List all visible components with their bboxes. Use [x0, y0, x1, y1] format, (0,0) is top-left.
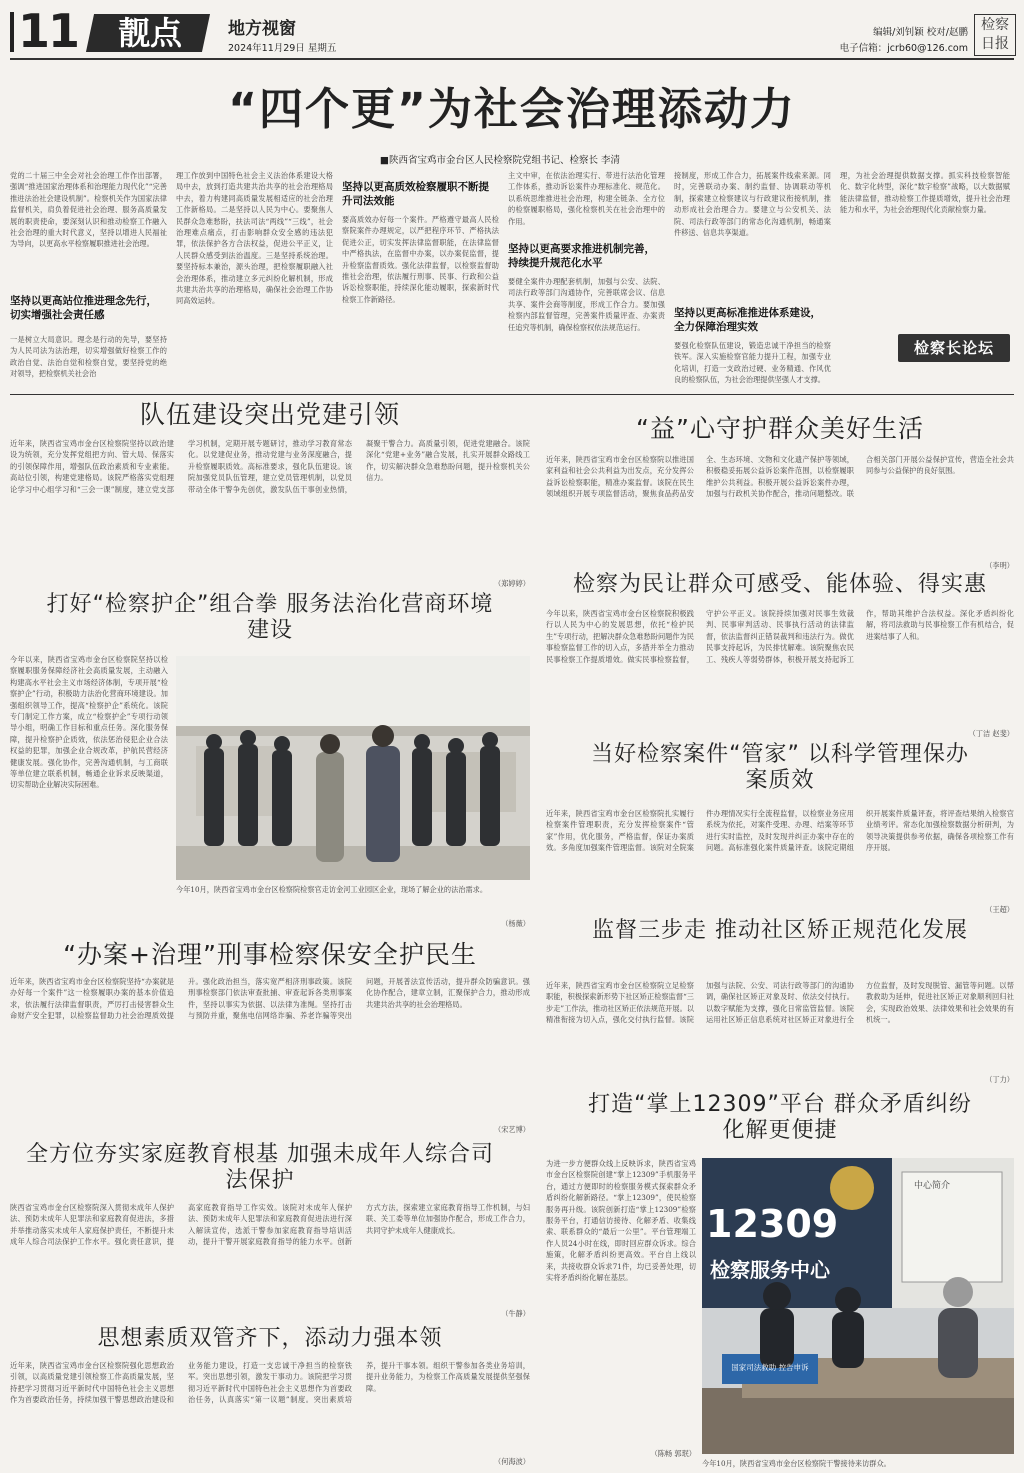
- people-title: 检察为民让群众可感受、能体验、得实惠: [572, 572, 987, 597]
- correction-title: 监督三步走 推动社区矫正规范化发展: [592, 918, 968, 943]
- family-title: 全方位夯实家庭教育根基 加强未成年人综合司法保护: [26, 1142, 494, 1193]
- column-title: 地方视窗: [228, 19, 296, 39]
- sign-12309: 12309: [706, 1202, 839, 1246]
- lead-title: “四个更”为社会治理添动力: [228, 84, 796, 135]
- family-body: 陕西省宝鸡市金台区检察院深入贯彻未成年人保护法、预防未成年人犯罪法和家庭教育促进法，多措并举推动落实未成年人家庭保护责任，不断提升未成年人综合司法保护工作水平。强化责任意识，提高家庭教育指导工作实效。该院对未成年人保护法、预防未成年人犯罪法和家庭教育促进法进行深入解读宣传，选派干警参加家庭教育指导培训活动，提升干警开展家庭教育指导的能力水平。创新方式方法，探索建立家庭教育指导工作机制，与妇联、关工委等单位加强协作配合，形成工作合力，共同守护未成年人健康成长。: [10, 1203, 530, 1247]
- quality-title: 思想素质双管齐下，添动力强本领: [97, 1326, 443, 1351]
- desk-badge: 国家司法救助 控告申诉: [731, 1363, 809, 1372]
- lead-byline: ■陕西省宝鸡市金台区人民检察院党组书记、检察长 李清: [380, 155, 620, 166]
- correction-body: 近年来，陕西省宝鸡市金台区检察院立足检察职能，积极探索新形势下社区矫正检察监督“三步走”工作法，推动社区矫正依法规范开展。以精准衔接为切入点，强化交付执行监督。该院加强与法院、公安、司法行政等部门的沟通协调，确保社区矫正对象及时、依法交付执行。以数字赋能为支撑，强化日常监管监督。该院运用社区矫正信息系统对社区矫正对象进行全方位监督，及时发现脱管、漏管等问题。以帮教救助为延伸，促进社区矫正对象顺利回归社会，实现政治效果、法律效果和社会效果的有机统一。: [546, 981, 1014, 1025]
- masthead-rule: [10, 58, 1014, 60]
- section-title: 靓点: [117, 14, 182, 52]
- enterprise-photo: [176, 656, 530, 880]
- forum-logo: [898, 334, 1010, 362]
- app12309-caption: 今年10月，陕西省宝鸡市金台区检察院干警接待来访群众。: [702, 1459, 891, 1468]
- lead-heading-1: 坚持以更高站位推进理念先行，切实增强社会责任感: [10, 295, 157, 321]
- people-byline: （丁洁 赵斐）: [968, 729, 1014, 738]
- app12309-photo: [702, 1158, 1014, 1454]
- charity-byline: （李明）: [985, 561, 1014, 570]
- quality-byline: （何海波）: [494, 1457, 530, 1466]
- charity-title: “益”心守护群众美好生活: [636, 414, 924, 443]
- enterprise-title: 打好“检察护企”组合拳 服务法治化营商环境建设: [46, 592, 494, 643]
- lead-col6-p1: 理，为社会治理提供数据支撑。抓实科技检察智能化、数字化转型，深化“数字检察”战略，以大数据赋能法律监督，推动检察工作提质增效，提升社会治理能力和水平，为社会治理现代化贡献检察力量。: [840, 171, 1010, 215]
- lead-col1-p1: 党的二十届三中全会对社会治理工作作出部署，强调“推进国家治理体系和治理能力现代化”“完善推进法治社会建设机制”。检察机关作为国家法律监督机关，肩负着促进社会治理、服务高质量发展的职责使命，要深刻认识和推动检察工作融入社会治理的重大时代意义，坚持以增进人民福祉为导向，以更高水平检察履职推进社会治理。: [10, 171, 167, 249]
- enterprise-photo-illustration: [176, 656, 530, 880]
- sign-service-center: 检察服务中心: [710, 1258, 830, 1282]
- case-mgmt-body: 近年来，陕西省宝鸡市金台区检察院扎实履行检察案件管理职责，充分发挥检察案件“管家”作用，优化服务，严格监督，保证办案质效。多角度加强案件管理监督。该院对全院案件办理情况实行全流程监督，以检察业务应用系统为依托，对案件受理、办理、结案等环节进行实时监控，及时发现并纠正办案中存在的问题。高标准强化案件质量评查。该院定期组织开展案件质量评查，将评查结果纳入检察官业绩考评。常态化加强检察数据分析研判，为领导决策提供参考依据，确保各项检察工作有序开展。: [546, 809, 1014, 853]
- newspaper-logo: [974, 14, 1016, 56]
- team-title: 队伍建设突出党建引领: [139, 400, 400, 429]
- lead-heading-4: 坚持以更高标准推进体系建设，全力保障治理实效: [674, 307, 821, 333]
- team-byline: （郑婷婷）: [494, 579, 530, 588]
- masthead-editors: 编辑/刘钊颖 校对/赵鹏: [873, 27, 968, 38]
- newspaper-logo-text: 检察日报: [981, 17, 1009, 52]
- lead-col2-p1: 理工作放到中国特色社会主义法治体系建设大格局中去，放到打造共建共治共享的社会治理格局中去，着力构建同高质量发展相适应的社会治理工作新格局。二是坚持以人民为中心。要聚焦人民群众急难愁盼，扶法司法“两线”“三线”，社会治理难点痛点，打击影响群众安全感的违法犯罪，依法保护各方合法权益，促进公平正义，让人民群众感受到法治温度。三是坚持系统治理。要坚持标本兼治，源头治理，把检察履职融入社会治理体系，推动建立多元纠纷化解机制，形成共建共治共享的治理格局，确保社会治理工作协同高效运转。: [176, 171, 333, 306]
- lead-col4-p1: 主文中审，在依法治理实行、带进行法治化管理工作体系，推动诉讼案件办理标准化、规范化。以系统思维推进社会治理，构建全链条、全方位的检察履职格局，强化检察机关在社会治理中的作用。: [508, 171, 665, 226]
- criminal-title: “办案+治理”刑事检察保安全护民生: [63, 940, 477, 969]
- quality-body: 近年来，陕西省宝鸡市金台区检察院强化思想政治引领，以高质量党建引领检察工作高质量发展，坚持把学习贯彻习近平新时代中国特色社会主义思想作为首要政治任务，持续加强干警思想政治建设和业务能力建设，打造一支忠诚干净担当的检察铁军。突出思想引领，激发干事动力。该院把学习贯彻习近平新时代中国特色社会主义思想作为首要政治任务，认真落实“第一议题”制度。突出素质培养，提升干事本领。组织干警参加各类业务培训，提升业务能力，为检察工作高质量发展提供坚强保障。: [10, 1361, 530, 1405]
- enterprise-byline: （杨薇）: [501, 919, 530, 928]
- lead-col5-p1: 接制度，形成工作合力，拓展案件线索来源。同时，完善联动办案、制约监督、协调联动等机制，探索建立检察建议与行政建议衔接机制，推动形成社会治理合力。要建立与公安机关、法院、司法行政等部门的常态化沟通机制，畅通案件移送、信息共享渠道。: [674, 171, 831, 238]
- family-byline: （牛静）: [501, 1309, 530, 1318]
- page-number: 11: [18, 4, 79, 58]
- enterprise-body: 今年以来，陕西省宝鸡市金台区检察院坚持以检察履职服务保障经济社会高质量发展，主动融入构建高水平社会主义市场经济体制，专项开展“检察护企”行动，积极助力法治化营商环境建设。加强组织领导工作，提高“检察护企”系统化。该院专门制定工作方案，成立“检察护企”专项行动领导小组，明确工作目标和重点任务。深化服务保障，提升检察护企质效，依法惩治侵犯企业合法权益的犯罪，加强企业合规改革，护航民营经济健康发展。强化协作，完善沟通机制，与工商联等单位建立联系机制，畅通企业诉求反映渠道，切实帮助企业解决实际困难。: [10, 655, 168, 790]
- app12309-title: 打造“掌上12309”平台 群众矛盾纠纷化解更便捷: [588, 1092, 972, 1143]
- lead-heading-2: 坚持以更高质效检察履职不断提升司法效能: [342, 181, 489, 207]
- page-number-bar: [10, 12, 14, 52]
- lead-col5-p2: 要强化检察队伍建设，锻造忠诚干净担当的检察铁军。深入实施检察官能力提升工程，加强专业化培训，打造一支政治过硬、业务精通、作风优良的检察队伍，为社会治理提供坚强人才支撑。: [674, 341, 831, 385]
- criminal-byline: （宋艺博）: [494, 1125, 530, 1134]
- criminal-body: 近年来，陕西省宝鸡市金台区检察院坚持“办案就是办好每一个案件”这一检察履职办案的基本价值追求，依法履行法律监督职责，严厉打击侵害群众生命财产安全犯罪，以检察监督助力社会治理质效提升。强化政治担当，落实宽严相济刑事政策。该院刑事检察部门依法审查批捕、审查起诉各类刑事案件，坚持以事实为依据、以法律为准绳。坚持打击与预防并重，聚焦电信网络诈骗、养老诈骗等突出问题，开展普法宣传活动，提升群众防骗意识。强化协作配合，建章立制，汇聚保护合力，推动形成共建共治共享的社会治理格局。: [10, 977, 530, 1021]
- case-mgmt-byline: （王超）: [985, 905, 1014, 914]
- case-mgmt-title: 当好检察案件“管家” 以科学管理保办案质效: [591, 742, 969, 793]
- masthead: [0, 0, 1024, 62]
- wall-text: 中心简介: [914, 1181, 951, 1191]
- lead-col1-p2: 一是树立大局意识。理念是行动的先导，要坚持为人民司法为法治理，切实增强做好检察工作的政治自觉、法治自觉和检察自觉，要坚持党的绝对领导，把检察机关社会治: [10, 335, 167, 379]
- enterprise-caption: 今年10月，陕西省宝鸡市金台区检察院检察官走访金河工业园区企业，现场了解企业的法治需求。: [176, 885, 488, 894]
- people-body: 今年以来，陕西省宝鸡市金台区检察院积极践行以人民为中心的发展思想，依托“检护民生”专项行动，把解决群众急难愁盼问题作为民事检察监督工作的切入点，多措并举全力推动民事检察工作提质增效。做实民事检察监督，守护公平正义。该院持续加强对民事生效裁判、民事审判活动、民事执行活动的法律监督，依法监督纠正错误裁判和违法行为。做优民事支持起诉，为民排忧解难。该院聚焦农民工、残疾人等弱势群体，积极开展支持起诉工作，帮助其维护合法权益。深化矛盾纠纷化解，将司法救助与民事检察工作有机结合，促进案结事了人和。: [546, 609, 1014, 664]
- correction-byline: （丁力）: [985, 1075, 1014, 1084]
- lead-col3-p1: 要高质效办好每一个案件。严格遵守最高人民检察院案件办理规定，以严把程序环节、严格执法促进公正，切实发挥法律监督职能，在法律监督中严格执法，在监督中办案，以办案促监督，提升检察监督质效。强化法律监督，以检察监督助推社会治理，依法履行刑事、民事、行政和公益诉讼检察职能，持续深化能动履职，探索新时代检察工作新路径。: [342, 215, 499, 304]
- lead-col4-p2: 要健全案件办理配套机制，加强与公安、法院、司法行政等部门沟通协作，完善联席会议、信息共享、案件会商等制度，形成工作合力。要加强检察内部监督管理，完善案件质量评查、办案责任追究等机制，确保检察权依法规范运行。: [508, 277, 665, 332]
- charity-body: 近年来，陕西省宝鸡市金台区检察院以推进国家利益和社会公共利益为出发点，充分发挥公益诉讼检察职能，精准办案监督。该院在民生领域组织开展专项监督活动，聚焦食品药品安全、生态环境、文物和文化遗产保护等领域，积极稳妥拓展公益诉讼案件范围，以检察履职维护公共利益。积极开展公益诉讼案件办理，加强与行政机关协作配合，推动问题整改。联合相关部门开展公益保护宣传，营造全社会共同参与公益保护的良好氛围。: [546, 455, 1014, 499]
- app12309-body: 为进一步方便群众线上反映诉求，陕西省宝鸡市金台区检察院创建“掌上12309”手机服务平台，通过方便即时的检察服务模式探索群众矛盾纠纷化解新路径。“掌上12309”，使民检察服务再升级。该院创新打造“掌上12309”检察服务平台，打通信访接待、化解矛盾、收集线索、联系群众的“最后一公里”。平台管理端工作人员24小时在线，即时回应群众诉求。综合施策，化解矛盾纠纷更高效。平台自上线以来，共接收群众诉求71件，均已妥善处理，切实将矛盾纠纷化解在基层。: [546, 1159, 696, 1283]
- masthead-email: 电子信箱：jcrb60@126.com: [839, 43, 968, 54]
- lead-heading-3: 坚持以更高要求推进机制完善，持续提升规范化水平: [508, 243, 655, 269]
- app12309-byline: （陈畅 郭珉）: [650, 1449, 696, 1458]
- team-body: 近年来，陕西省宝鸡市金台区检察院坚持以政治建设为统领，充分发挥党组把方向、管大局、保落实的引领保障作用，增强队伍政治素质和专业素能。高站位引领，构建党建格局。该院严格落实党组理论学习中心组学习和“三会一课”制度，建立党支部学习机制，定期开展专题研讨，推动学习教育常态化。以党建促业务，推动党建与业务深度融合，提升检察履职质效。高标准要求，强化队伍建设。该院加强党员队伍管理，建立党员管理机制，以党员带动全体干警争先创优，激发队伍干事创业热情，凝聚干警合力。高质量引领，促进党建融合。该院深化“党建+业务”融合发展，扎实开展群众路线工作，切实解决群众急难愁盼问题，提升检察机关公信力。: [10, 439, 530, 494]
- forum-logo-text: 检察长论坛: [913, 339, 994, 357]
- masthead-date: 2024年11月29日 星期五: [228, 43, 337, 54]
- lead-bottom-rule: [10, 394, 1014, 395]
